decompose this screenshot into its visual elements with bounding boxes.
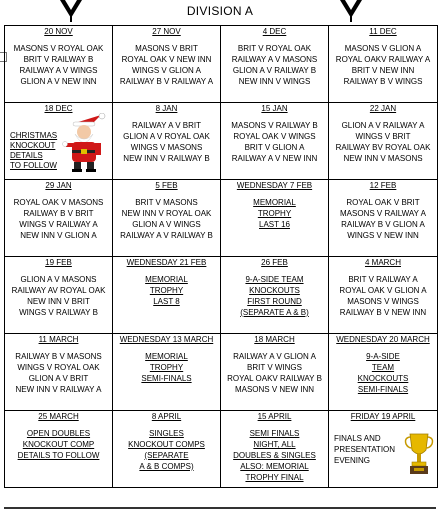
page-header [0, 0, 440, 26]
fixture-line: 9-A-SIDE [366, 352, 400, 361]
fixture-cell [113, 334, 221, 411]
fixture-list [329, 197, 437, 241]
fixture-line: MEMORIAL [145, 275, 188, 284]
fixture-line: GLION A V RAILWAY A [341, 121, 425, 130]
fixture-line: MASONS V ROYAL OAK [13, 44, 104, 53]
fixture-list [221, 351, 328, 395]
fixture-date: 5 FEB [155, 181, 178, 190]
fixture-date: 11 MARCH [38, 335, 79, 344]
fixture-line: MASONS V GLION A [344, 44, 422, 53]
fixture-cell [329, 411, 438, 488]
fixture-date: 12 FEB [369, 181, 397, 190]
fixture-cell [329, 103, 438, 180]
fixture-line: BRIT V RAILWAY B [23, 55, 94, 64]
event-description [113, 274, 220, 307]
fixtures-row [5, 411, 438, 488]
page-title: DIVISION A [186, 4, 254, 18]
fixture-line: RAILWAY A V NEW INN [231, 154, 318, 163]
fixture-line: ROYAL OAKV RAILWAY B [227, 374, 322, 383]
fixture-list [5, 274, 112, 318]
fixture-line: LAST 8 [153, 297, 180, 306]
fixture-list [329, 43, 437, 87]
fixture-line: DETAILS [10, 151, 43, 160]
fixture-date: 15 APRIL [257, 412, 292, 421]
fixture-line: KNOCKOUT COMPS [128, 440, 205, 449]
fixture-line: NIGHT, ALL [253, 440, 296, 449]
fixture-line: BRIT V NEW INN [351, 66, 415, 75]
fixture-line: NEW INN V GLION A [20, 231, 97, 240]
fixture-line: RAILWAY B V RAILWAY A [119, 77, 214, 86]
fixture-line: SINGLES [149, 429, 184, 438]
fixture-line: WINGS V RAILWAY A [19, 220, 98, 229]
fixture-line: RAILWAY A V RAILWAY B [120, 231, 213, 240]
fixture-line: A & B COMPS) [139, 462, 194, 471]
fixture-line: OPEN DOUBLES [26, 429, 91, 438]
fixture-date: 4 MARCH [364, 258, 401, 267]
fixture-line: MASONS V BRIT [135, 44, 198, 53]
fixture-line: MASONS V NEW INN [234, 385, 315, 394]
fixture-line: DOUBLES & SINGLES [233, 451, 316, 460]
fixture-line: TEAM [371, 363, 395, 372]
fixture-cell [329, 257, 438, 334]
fixtures-row [5, 257, 438, 334]
fixture-date: 19 FEB [45, 258, 72, 267]
fixture-cell [5, 334, 113, 411]
event-description [113, 351, 220, 384]
fixture-cell [113, 26, 221, 103]
fixture-line: NEW INN V RAILWAY A [15, 385, 102, 394]
fixture-list [329, 120, 437, 164]
fixture-date: 18 DEC [44, 104, 73, 113]
fixture-line: MASONS V RAILWAY A [340, 209, 426, 218]
fixture-line: FIRST ROUND [247, 297, 302, 306]
fixtures-grid [4, 25, 438, 488]
fixture-line: BRIT V RAILWAY A [348, 275, 418, 284]
fixture-line: BRIT V ROYAL OAK [237, 44, 312, 53]
dart-icon [338, 0, 364, 22]
event-description [10, 131, 57, 171]
fixture-line: ROYAL OAK V MASONS [13, 198, 104, 207]
fixture-line: MEMORIAL [145, 352, 188, 361]
event-description [329, 351, 437, 395]
fixture-line: RAILWAY B V MASONS [15, 352, 102, 361]
fixture-date: 18 MARCH [254, 335, 295, 344]
fixture-line: MEMORIAL [253, 198, 296, 207]
event-description [221, 274, 328, 318]
fixture-line: (SEPARATE [144, 451, 189, 460]
santa-icon [61, 113, 107, 178]
fixture-cell [113, 411, 221, 488]
footer-note-strip [4, 503, 436, 511]
fixture-line: MASONS V WINGS [347, 297, 419, 306]
fixture-cell [5, 103, 113, 180]
fixture-list [221, 120, 328, 164]
fixtures-row [5, 26, 438, 103]
fixture-line: PRESENTATION [334, 445, 396, 454]
fixture-line: TROPHY [149, 286, 184, 295]
fixture-date: 22 JAN [369, 104, 397, 113]
fixture-line: ROYAL OAK V BRIT [346, 198, 420, 207]
fixture-date: WEDNESDAY 13 MARCH [119, 335, 214, 344]
fixture-cell [221, 26, 329, 103]
trophy-icon [404, 430, 434, 483]
fixture-line: CHRISTMAS [10, 131, 58, 140]
fixture-line: GLION A V WINGS [132, 220, 201, 229]
fixture-line: KNOCKOUTS [357, 374, 409, 383]
fixture-list [5, 43, 112, 87]
fixtures-row [5, 180, 438, 257]
fixture-line: WINGS V RAILWAY B [19, 308, 98, 317]
fixture-line: ROYAL OAK V WINGS [233, 132, 316, 141]
fixture-line: RAILWAY B V BRIT [23, 209, 94, 218]
fixture-line: SEMI-FINALS [141, 374, 192, 383]
fixtures-row [5, 334, 438, 411]
fixture-line: 9-A-SIDE TEAM [245, 275, 304, 284]
fixture-line: RAILWAY A V BRIT [131, 121, 202, 130]
fixture-list [113, 120, 220, 164]
event-description [221, 197, 328, 230]
fixture-line: RAILWAY B V GLION A [341, 220, 425, 229]
fixture-line: RAILWAY BV ROYAL OAK [335, 143, 431, 152]
fixture-date: 15 JAN [261, 104, 288, 113]
fixture-cell [5, 411, 113, 488]
fixture-date: 29 JAN [45, 181, 72, 190]
fixture-cell [5, 257, 113, 334]
fixture-line: GLION A V BRIT [28, 374, 89, 383]
fixture-date: 25 MARCH [38, 412, 79, 421]
fixture-line: ALSO: MEMORIAL [240, 462, 309, 471]
fixture-date: 20 NOV [44, 27, 73, 36]
fixture-line: BRIT V WINGS [247, 363, 302, 372]
fixture-line: NEW INN V MASONS [343, 154, 423, 163]
fixture-date: WEDNESDAY 20 MARCH [336, 335, 430, 344]
fixture-cell [5, 180, 113, 257]
fixture-cell [113, 180, 221, 257]
event-description [221, 428, 328, 483]
fixture-cell [329, 26, 438, 103]
fixture-cell [5, 26, 113, 103]
fixture-date: 8 JAN [155, 104, 178, 113]
fixture-line: GLION A V NEW INN [20, 77, 97, 86]
fixture-line: ROYAL OAK V GLION A [339, 286, 427, 295]
fixture-line: NEW INN V RAILWAY B [123, 154, 210, 163]
fixture-line: KNOCKOUT [10, 141, 56, 150]
fixture-line: SEMI FINALS [249, 429, 300, 438]
fixture-line: ROYAL OAKV RAILWAY A [335, 55, 431, 64]
fixture-cell [221, 257, 329, 334]
fixture-cell [221, 103, 329, 180]
fixture-date: WEDNESDAY 7 FEB [236, 181, 313, 190]
fixture-cell [221, 411, 329, 488]
fixture-date: 11 DEC [369, 27, 397, 36]
fixture-date: WEDNESDAY 21 FEB [126, 258, 207, 267]
fixture-list [113, 197, 220, 241]
fixture-line: RAILWAY A V MASONS [231, 55, 318, 64]
fixture-date: 8 APRIL [151, 412, 182, 421]
fixtures-row [5, 103, 438, 180]
fixture-line: GLION A V MASONS [20, 275, 97, 284]
fixture-date: 27 NOV [152, 27, 181, 36]
fixture-line: WINGS V ROYAL OAK [17, 363, 100, 372]
fixture-cell [221, 180, 329, 257]
fixture-line: KNOCKOUT COMP [22, 440, 95, 449]
fixture-date: 26 FEB [261, 258, 288, 267]
fixture-cell [329, 334, 438, 411]
fixture-line: GLION A V RAILWAY B [232, 66, 317, 75]
fixture-line: LAST 16 [259, 220, 290, 229]
fixture-line: BRIT V MASONS [135, 198, 198, 207]
fixture-line: RAILWAY A V GLION A [233, 352, 316, 361]
fixture-line: WINGS V GLION A [132, 66, 201, 75]
fixture-cell [221, 334, 329, 411]
fixture-line: WINGS V MASONS [130, 143, 203, 152]
fixture-line: RAILWAY AV ROYAL OAK [11, 286, 106, 295]
fixture-line: GLION A V ROYAL OAK [123, 132, 210, 141]
fixture-line: (SEPARATE A & B) [240, 308, 309, 317]
event-description [113, 428, 220, 472]
fixture-line: KNOCKOUTS [249, 286, 300, 295]
fixture-list [329, 274, 437, 318]
fixture-line: NEW INN V ROYAL OAK [121, 209, 212, 218]
fixture-line: WINGS V BRIT [355, 132, 411, 141]
fixture-list [5, 351, 112, 395]
fixture-line: TROPHY [149, 363, 184, 372]
fixture-line: WINGS V NEW INN [347, 231, 419, 240]
fixture-date: 4 DEC [262, 27, 287, 36]
fixture-line: EVENING [334, 456, 371, 465]
fixture-line: ROYAL OAK V NEW INN [121, 55, 212, 64]
fixture-line: FINALS AND [334, 434, 381, 443]
fixture-date: FRIDAY 19 APRIL [350, 412, 416, 421]
fixture-list [113, 43, 220, 87]
fixture-line: RAILWAY A V WINGS [19, 66, 98, 75]
fixture-line: MASONS V RAILWAY B [231, 121, 318, 130]
fixture-list [221, 43, 328, 87]
fixture-line: TO FOLLOW [10, 161, 57, 170]
fixture-line: NEW INN V WINGS [238, 77, 311, 86]
fixture-line: NEW INN V BRIT [27, 297, 90, 306]
fixture-line: DETAILS TO FOLLOW [17, 451, 100, 460]
event-description [334, 433, 395, 466]
fixture-line: RAILWAY B V NEW INN [339, 308, 427, 317]
fixture-line: BRIT V GLION A [244, 143, 305, 152]
fixture-cell [329, 180, 438, 257]
fixture-line: RAILWAY B V WINGS [343, 77, 423, 86]
event-description [5, 428, 112, 461]
fixture-line: SEMI-FINALS [357, 385, 409, 394]
fixture-cell [113, 103, 221, 180]
fixture-list [5, 197, 112, 241]
fixture-line: TROPHY FINAL [245, 473, 304, 482]
fixture-line: TROPHY [257, 209, 292, 218]
fixture-cell [113, 257, 221, 334]
